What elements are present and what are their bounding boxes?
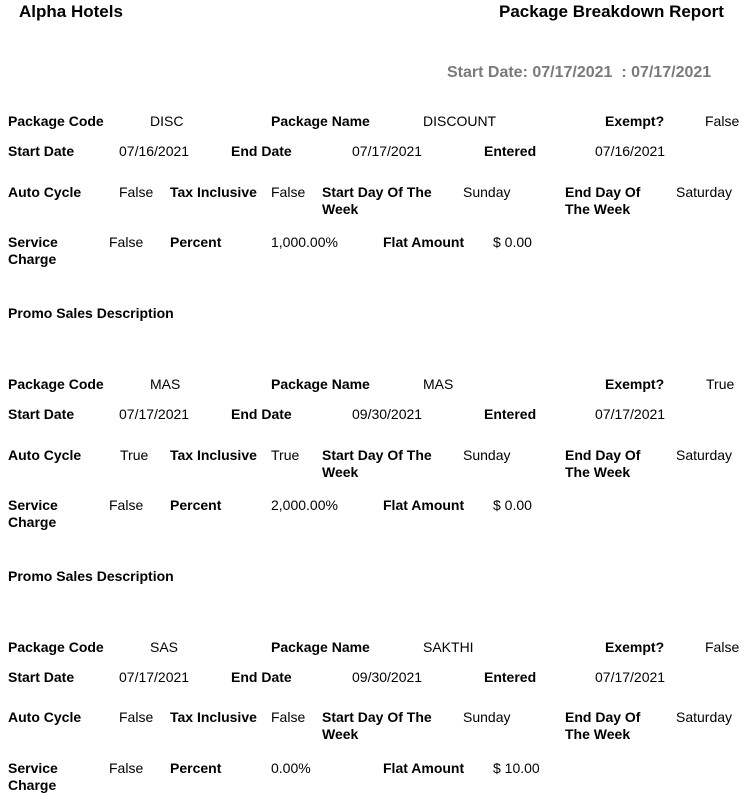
flat-amount-label: Flat Amount xyxy=(383,234,465,250)
entered-label: Entered xyxy=(484,143,537,159)
percent-label: Percent xyxy=(170,234,222,250)
percent-value: 0.00% xyxy=(271,760,311,776)
end-day-of-week-label: End Day Of The Week xyxy=(565,184,641,217)
promo-sales-description-label: Promo Sales Description xyxy=(8,568,174,584)
flat-amount-value: $ 10.00 xyxy=(493,760,540,776)
exempt-label: Exempt? xyxy=(605,639,665,655)
package-code-label: Package Code xyxy=(8,113,104,129)
package-name-label: Package Name xyxy=(271,113,370,129)
end-day-of-week-label: End Day Of The Week xyxy=(565,709,641,742)
tax-inclusive-label: Tax Inclusive xyxy=(170,709,257,725)
service-charge-label: Service Charge xyxy=(8,760,58,793)
auto-cycle-label: Auto Cycle xyxy=(8,447,82,463)
exempt-value: False xyxy=(705,639,740,655)
auto-cycle-value: True xyxy=(120,447,149,463)
flat-amount-label: Flat Amount xyxy=(383,497,465,513)
entered-value: 07/17/2021 xyxy=(595,669,666,685)
end-day-of-week-label: End Day Of The Week xyxy=(565,447,641,480)
start-day-of-week-label: Start Day Of The Week xyxy=(322,184,432,217)
package-section xyxy=(0,113,748,376)
package-code-value: DISC xyxy=(150,113,184,129)
end-date-value: 07/17/2021 xyxy=(352,143,423,159)
start-date-label: Start Date xyxy=(8,143,75,159)
tax-inclusive-value: True xyxy=(271,447,300,463)
start-date-value: 07/16/2021 xyxy=(119,143,190,159)
package-name-value: SAKTHI xyxy=(423,639,474,655)
entered-value: 07/16/2021 xyxy=(595,143,666,159)
entered-label: Entered xyxy=(484,406,537,422)
package-name-label: Package Name xyxy=(271,639,370,655)
package-section xyxy=(0,376,748,639)
exempt-value: False xyxy=(705,113,740,129)
tax-inclusive-label: Tax Inclusive xyxy=(170,447,257,463)
auto-cycle-label: Auto Cycle xyxy=(8,709,82,725)
start-date-label: Start Date xyxy=(8,669,75,685)
exempt-label: Exempt? xyxy=(605,376,665,392)
exempt-label: Exempt? xyxy=(605,113,665,129)
package-code-value: MAS xyxy=(150,376,181,392)
package-name-value: DISCOUNT xyxy=(423,113,497,129)
hotel-name: Alpha Hotels xyxy=(19,2,123,21)
service-charge-value: False xyxy=(109,760,144,776)
package-code-label: Package Code xyxy=(8,376,104,392)
package-name-value: MAS xyxy=(423,376,454,392)
flat-amount-value: $ 0.00 xyxy=(493,497,532,513)
start-date-value: 07/17/2021 xyxy=(119,406,190,422)
end-date-label: End Date xyxy=(231,143,292,159)
end-day-value: Saturday xyxy=(676,709,733,725)
end-date-value: 09/30/2021 xyxy=(352,406,423,422)
package-name-label: Package Name xyxy=(271,376,370,392)
service-charge-label: Service Charge xyxy=(8,497,58,530)
promo-sales-description-label: Promo Sales Description xyxy=(8,305,174,321)
service-charge-label: Service Charge xyxy=(8,234,58,267)
percent-value: 1,000.00% xyxy=(271,234,338,250)
end-day-value: Saturday xyxy=(676,447,733,463)
flat-amount-value: $ 0.00 xyxy=(493,234,532,250)
tax-inclusive-label: Tax Inclusive xyxy=(170,184,257,200)
package-code-label: Package Code xyxy=(8,639,104,655)
package-code-value: SAS xyxy=(150,639,179,655)
tax-inclusive-value: False xyxy=(271,184,306,200)
report-title: Package Breakdown Report xyxy=(499,2,724,21)
flat-amount-label: Flat Amount xyxy=(383,760,465,776)
report-date-range: Start Date: 07/17/2021 : 07/17/2021 xyxy=(447,64,712,81)
auto-cycle-value: False xyxy=(119,184,154,200)
end-date-label: End Date xyxy=(231,406,292,422)
start-day-value: Sunday xyxy=(463,709,511,725)
end-date-label: End Date xyxy=(231,669,292,685)
exempt-value: True xyxy=(706,376,735,392)
start-day-value: Sunday xyxy=(463,184,511,200)
package-section xyxy=(0,639,748,809)
entered-label: Entered xyxy=(484,669,537,685)
auto-cycle-value: False xyxy=(119,709,154,725)
start-date-label: Start Date xyxy=(8,406,75,422)
percent-value: 2,000.00% xyxy=(271,497,338,513)
entered-value: 07/17/2021 xyxy=(595,406,666,422)
start-day-of-week-label: Start Day Of The Week xyxy=(322,447,432,480)
auto-cycle-label: Auto Cycle xyxy=(8,184,82,200)
percent-label: Percent xyxy=(170,497,222,513)
start-date-value: 07/17/2021 xyxy=(119,669,190,685)
service-charge-value: False xyxy=(109,497,144,513)
service-charge-value: False xyxy=(109,234,144,250)
start-day-of-week-label: Start Day Of The Week xyxy=(322,709,432,742)
tax-inclusive-value: False xyxy=(271,709,306,725)
percent-label: Percent xyxy=(170,760,222,776)
end-date-value: 09/30/2021 xyxy=(352,669,423,685)
start-day-value: Sunday xyxy=(463,447,511,463)
end-day-value: Saturday xyxy=(676,184,733,200)
